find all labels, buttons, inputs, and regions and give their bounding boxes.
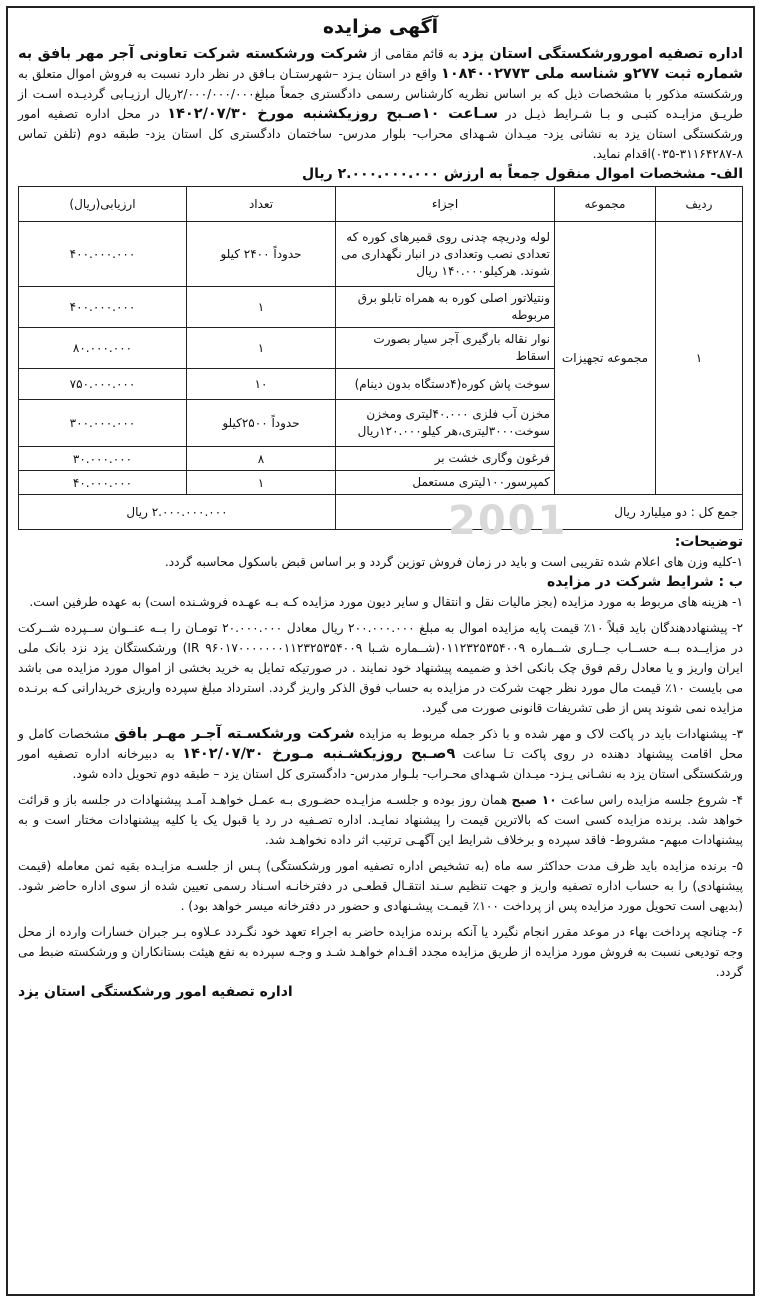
intro-body: واقع در استان یـزد –شهرستـان بـافق در نظر دارد نسبت به فروش اموال متعلق به ورشکسته مذکور با مشخصات ذیل که بر اساس نظریه کارشناس رسمی دادگستری جمعاً مبلغ۲/۰۰۰/۰۰۰/۰۰۰ریال ارزیـابی گردیـده اسـت از طریـق مزایـده کتبـی و بـا شـرایط ذیـل در [18,67,743,121]
section-b-heading: ب : شرایط شرکت در مزایده [546,574,743,590]
rule-6 [18,922,743,982]
rule-3 [18,724,743,784]
rule-3-part-a: ۳- پیشنهادات باید در پاکت لاک و مهر شده و با ذکر جمله مربوط به مزایده [354,727,743,741]
header-parts: اجزاء [336,187,555,222]
rule-4-time: ۱۰ صبح [511,793,557,807]
count-cell: ۸ [187,447,336,471]
note-1: ۱-کلیه وزن های اعلام شده تقریبی است و باید در زمان فروش توزین گردد و بر اساس قبض باسکول محاسبه گردد. [164,555,743,569]
header-count: تعداد [187,187,336,222]
notice-title: آگهی مزایده [322,16,439,38]
rule-6-text: ۶- چنانچه پرداخت بهاء در موعد مقرر انجام نگیرد یا آنکه برنده مزایده حاضر به اجراء تعهد خود نگـردد عـلاوه بـر جبران خسارات وارده از محل وجه تودیعی نسبت به فروش مورد مزایده از طریق مزایده مجدد اقـدام خواهـد شـد و وجـه سپرده به نفع هیئت بستانکاران و ورشکسته ضبط می گردد. [18,925,743,979]
rule-5: ۵- برنده مزایده باید ظرف مدت حداکثر سه ماه (به تشخیص اداره تصفیه امور ورشکستگی) پـس از جلسـه مزایـده بقیه ثمن معامله (قیمت پیشنهادی) را به حساب اداره تصفیه واریز و جهت تنظیم سـند انتقـال قطعـی در دفترخانـه اسـناد رسمی تعیین شده از سوی اداره حاضر شود. (بدیهی است تحویل مورد مزایده پس از پرداخت ۱۰۰٪ قیمـت پیشـنهادی و حضور در دفترخانه میسر خواهد بود) . [18,859,743,913]
header-group: مجموعه [555,187,656,222]
total-row [19,495,743,530]
intro-office: اداره تصفیه امورورشکستگی استان یزد [462,46,743,62]
count-cell: ۱ [187,287,336,328]
rule-3-company: شرکت ورشکسـته آجـر مهـر بافق [114,726,355,742]
value-cell: ۴۰۰.۰۰۰.۰۰۰ [19,222,187,287]
part-cell: لوله ودریچه چدنی روی قمیرهای کوره که تعدادی نصب وتعدادی در انبار نگهداری می شوند. هرکیلو۱۴۰.۰۰۰ ریال [336,222,555,287]
value-cell: ۴۰۰.۰۰۰.۰۰۰ [19,287,187,328]
rule-4-part-a: ۴- شروع جلسه مزایده راس ساعت [556,793,744,807]
notice-page [6,6,755,1296]
count-cell: حدوداً ۲۴۰۰ کیلو [187,222,336,287]
count-cell: حدوداً ۲۵۰۰کیلو [187,400,336,447]
intro-company: شرکت ورشکسته شرکت تعاونی آجر مهر بافق به شماره ثبت ۲۷۷و شناسه ملی ۱۰۸۴۰۰۲۷۷۳ [18,46,743,82]
part-cell: سوخت پاش کوره(۴دستگاه بدون دینام) [336,369,555,400]
intro-end: در محل اداره تصفیه امور ورشکستگی استان یزد به نشانی یزد- میـدان شـهدای محراب- بلوار مدرس- ساختمان دادگستری کل استان یزد- طبقه دوم (تلفن تماس ۸-۳۱۱۶۴۲۸۷-۰۳۵)اقدام نماید. [18,107,743,161]
part-cell: مخزن آب فلزی ۴۰.۰۰۰لیتری ومخزن سوخت۳۰۰۰لیتری،هر کیلو۱۲۰.۰۰۰ریال [336,400,555,447]
rule-3-part-e: به دبیرخانه اداره تصفیه امور ورشکستگی استان یزد به نشـانی یـزد- میـدان شـهدای محـراب- بلـوار مدرس- دادگستری کل استان یزد – طبقه دوم تحویل داده شود. [18,747,743,781]
rule-4-part-c: همان روز بوده و جلسـه مزایـده حضـوری بـه عمـل خواهـد آمـد پیشنهادات در جلسه باز و قرائت خواهد شد. برنده مزایده کسی است که بالاترین قیمت را پیشنهاد نمایـد. اداره تصـفیه در رد یا قبول یک یا کلیه پیشنهادات مختار است و به پیشنهادات مبهم- مشروط- فاقد سپرده و برخلاف شرایط این آگهـی ترتیب اثر داده نخواهـد شد. [18,793,743,847]
total-label: جمع کل : دو میلیارد ریال [336,495,743,530]
value-cell: ۷۵۰.۰۰۰.۰۰۰ [19,369,187,400]
assets-table [18,186,743,530]
rule-3-part-c: مشخصات کامل و محل اقامت پیشنهاد دهنده در روی پاکت تـا ساعت [18,727,743,761]
header-row: ردیف [656,187,743,222]
intro-paragraph [18,44,743,164]
watermark: 2001 [448,498,568,544]
value-cell: ۸۰.۰۰۰.۰۰۰ [19,328,187,369]
part-cell: نوار نقاله بارگیری آجر سیار بصورت اسقاط [336,328,555,369]
intro-time: سـاعت ۱۰صـبح روزیکشنبه مورخ ۱۴۰۲/۰۷/۳۰ [167,106,499,122]
count-cell: ۱۰ [187,369,336,400]
signature: اداره تصفیه امور ورشکستگی استان یزد [18,984,293,1000]
notes-heading: توضیحات: [674,534,743,550]
count-cell: ۱ [187,471,336,495]
section-a-heading: الف- مشخصات اموال منقول جمعاً به ارزش ۲.۰۰۰.۰۰۰.۰۰۰ ریال [302,166,743,182]
rule-2: ۲- پیشنهاددهندگان باید قبلاً ۱۰٪ قیمت پایه مزایده اموال به مبلغ ۲۰۰.۰۰۰.۰۰۰ ریال معادل ۲۰.۰۰۰.۰۰۰ تومـان را بــه عنــوان ســپرده شــرکت در مزایــده بــه حســاب جــاری شــماره ۰۱۱۲۳۲۵۳۵۴۰۰۹(شــماره شـبا IR ۹۶۰۱۷۰۰۰۰۰۰۰۱۱۲۳۲۵۳۵۴۰۰۹) ورشکستگان یزد نزد بانک ملی ایران واریز و یا معادل رقم فوق چک بانکی اخذ و ضمیمه پیشنهاد خود نمایند . در صورتیکه تمایل به خرید بخشی از اموال مورد مزایده می باشد می بایست ۱۰٪ قیمت مال مورد نظر جهت شرکت در مزایده به حساب فوق الذکر واریز گردد. استرداد مبلغ سپرده واریزی خریدارانی کـه برنـده مزایده نمی شوند پس از طی تشریفات قانونی صورت می گیرد. [18,621,744,715]
rule-4 [18,790,743,850]
rule-3-time: ۹صـبح روزیکشـنبه مـورخ ۱۴۰۲/۰۷/۳۰ [182,746,456,762]
part-cell: فرغون وگاری خشت بر [336,447,555,471]
row-number: ۱ [656,222,743,495]
value-cell: ۳۰.۰۰۰.۰۰۰ [19,447,187,471]
table-row [19,222,743,287]
count-cell: ۱ [187,328,336,369]
group-name: مجموعه تجهیزات [555,222,656,495]
total-value: ۲.۰۰۰.۰۰۰.۰۰۰ ریال [19,495,336,530]
rule-1: ۱- هزینه های مربوط به مورد مزایده (بجز مالیات نقل و انتقال و سایر دیون مورد مزایده کـه بـه عهـده فروشـنده است) به عهده طرفین است. [29,595,743,609]
value-cell: ۴۰.۰۰۰.۰۰۰ [19,471,187,495]
header-value: ارزیابی(ریال) [19,187,187,222]
table-header-row [19,187,743,222]
value-cell: ۳۰۰.۰۰۰.۰۰۰ [19,400,187,447]
part-cell: کمپرسور۱۰۰لیتری مستعمل [336,471,555,495]
part-cell: ونتیلاتور اصلی کوره به همراه تابلو برق مربوطه [336,287,555,328]
intro-mid: به قائم مقامی از [367,47,463,61]
